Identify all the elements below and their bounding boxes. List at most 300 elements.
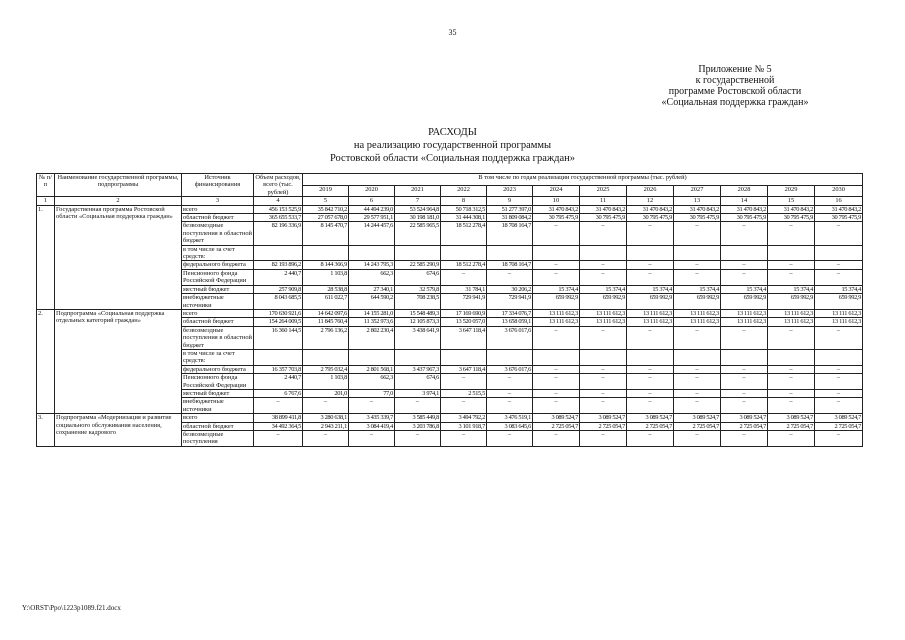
total-value: – bbox=[254, 431, 303, 447]
year-value bbox=[815, 245, 863, 261]
year-value: – bbox=[533, 365, 580, 373]
year-value: 27 340,1 bbox=[349, 285, 395, 293]
year-value: 2 515,5 bbox=[441, 389, 487, 397]
funding-source: в том числе за счет средств: bbox=[182, 245, 254, 261]
program-name: Подпрограмма «Социальная поддержка отдельных категорий граждан» bbox=[55, 309, 182, 413]
year-value: – bbox=[721, 374, 768, 390]
program-name: Подпрограмма «Модернизация и развитие социального обслуживания населения, сохранение кадрового bbox=[55, 414, 182, 447]
funding-source: Пенсионного фонда Российской Федерации bbox=[182, 269, 254, 285]
year-value bbox=[533, 349, 580, 365]
year-value: – bbox=[627, 365, 674, 373]
year-value: 30 206,2 bbox=[487, 285, 533, 293]
year-value: – bbox=[349, 398, 395, 414]
year-value: 31 470 843,2 bbox=[533, 205, 580, 213]
year-value: 3 089 524,7 bbox=[768, 414, 815, 422]
year-value: 44 494 239,0 bbox=[349, 205, 395, 213]
year-value: 13 111 612,3 bbox=[580, 318, 627, 326]
total-value: 456 153 525,9 bbox=[254, 205, 303, 213]
year-value: – bbox=[533, 431, 580, 447]
total-value bbox=[254, 349, 303, 365]
year-value: – bbox=[627, 389, 674, 397]
year-value: 13 111 612,3 bbox=[721, 318, 768, 326]
year-value: – bbox=[627, 374, 674, 390]
year-value bbox=[627, 245, 674, 261]
year-value bbox=[674, 349, 721, 365]
table-row bbox=[37, 205, 863, 213]
year-value: 31 470 843,2 bbox=[674, 205, 721, 213]
year-value bbox=[815, 349, 863, 365]
year-value: 29 577 951,1 bbox=[349, 214, 395, 222]
year-value: – bbox=[627, 431, 674, 447]
title-line: на реализацию государственной программы bbox=[353, 140, 552, 151]
year-value bbox=[721, 349, 768, 365]
year-value bbox=[627, 349, 674, 365]
year-value: – bbox=[533, 261, 580, 269]
year-value: – bbox=[815, 374, 863, 390]
year-value: 31 809 084,2 bbox=[487, 214, 533, 222]
year-value: 30 795 475,9 bbox=[627, 214, 674, 222]
year-value: 659 992,9 bbox=[627, 294, 674, 310]
year-value: 30 795 475,9 bbox=[533, 214, 580, 222]
year-value: – bbox=[627, 326, 674, 349]
year-value: 13 111 612,3 bbox=[627, 309, 674, 317]
year-value: 31 784,1 bbox=[441, 285, 487, 293]
col-header-years-group: В том числе по годам реализации государственной программы (тыс. рублей) bbox=[303, 174, 863, 186]
year-value: 2 725 054,7 bbox=[815, 422, 863, 430]
year-value: 31 444 308,1 bbox=[441, 214, 487, 222]
year-value: 18 708 164,7 bbox=[487, 222, 533, 245]
year-value bbox=[721, 245, 768, 261]
column-number: 8 bbox=[441, 197, 487, 205]
year-value: – bbox=[768, 326, 815, 349]
year-value: – bbox=[674, 326, 721, 349]
year-value: – bbox=[815, 261, 863, 269]
year-value: – bbox=[487, 374, 533, 390]
year-value: 13 520 057,0 bbox=[441, 318, 487, 326]
year-value: 3 585 449,8 bbox=[395, 414, 441, 422]
year-value: – bbox=[441, 374, 487, 390]
year-value: 2 725 054,7 bbox=[721, 422, 768, 430]
year-value: 2 795 032,4 bbox=[303, 365, 349, 373]
year-value: 13 111 612,3 bbox=[721, 309, 768, 317]
year-value: – bbox=[441, 398, 487, 414]
year-value: 3 435 339,7 bbox=[349, 414, 395, 422]
table-row bbox=[37, 309, 863, 317]
funding-source: всего bbox=[182, 309, 254, 317]
column-number: 14 bbox=[721, 197, 768, 205]
year-value: 2 725 054,7 bbox=[533, 422, 580, 430]
column-number: 12 bbox=[627, 197, 674, 205]
year-value: – bbox=[487, 431, 533, 447]
year-value: – bbox=[674, 269, 721, 285]
year-value bbox=[768, 349, 815, 365]
year-value: 13 111 612,3 bbox=[533, 318, 580, 326]
year-value: 2 796 136,2 bbox=[303, 326, 349, 349]
column-number: 11 bbox=[580, 197, 627, 205]
year-value: – bbox=[721, 326, 768, 349]
col-header-no: № п/п bbox=[37, 174, 55, 197]
year-value bbox=[580, 349, 627, 365]
expenses-table bbox=[36, 173, 863, 447]
column-number: 2 bbox=[55, 197, 182, 205]
year-value: – bbox=[580, 222, 627, 245]
total-value: 170 630 921,6 bbox=[254, 309, 303, 317]
year-value: – bbox=[487, 398, 533, 414]
year-value: – bbox=[487, 269, 533, 285]
year-value: 35 842 710,2 bbox=[303, 205, 349, 213]
year-value: 31 470 843,2 bbox=[815, 205, 863, 213]
year-value: 3 676 017,6 bbox=[487, 365, 533, 373]
header-row bbox=[37, 174, 863, 186]
year-value: 13 658 059,1 bbox=[487, 318, 533, 326]
year-value: 15 374,4 bbox=[627, 285, 674, 293]
year-value: 3 084 419,4 bbox=[349, 422, 395, 430]
program-number: 1. bbox=[37, 205, 55, 309]
year-value bbox=[487, 245, 533, 261]
year-value: – bbox=[580, 261, 627, 269]
year-value: – bbox=[768, 431, 815, 447]
year-value: – bbox=[580, 398, 627, 414]
year-value: – bbox=[721, 222, 768, 245]
year-value: – bbox=[815, 365, 863, 373]
year-value: 2 943 211,1 bbox=[303, 422, 349, 430]
year-value: 2 725 054,7 bbox=[580, 422, 627, 430]
year-value: 15 374,4 bbox=[721, 285, 768, 293]
year-value: 3 083 645,6 bbox=[487, 422, 533, 430]
year-value: – bbox=[349, 431, 395, 447]
year-header-2029: 2029 bbox=[768, 185, 815, 197]
year-value bbox=[303, 245, 349, 261]
year-value: – bbox=[768, 398, 815, 414]
year-value: 51 277 397,0 bbox=[487, 205, 533, 213]
year-value: – bbox=[580, 326, 627, 349]
year-value: 3 203 786,8 bbox=[395, 422, 441, 430]
year-value: 15 374,4 bbox=[580, 285, 627, 293]
year-value: – bbox=[721, 365, 768, 373]
year-value: 11 845 760,4 bbox=[303, 318, 349, 326]
year-value: – bbox=[721, 389, 768, 397]
funding-source: областной бюджет bbox=[182, 422, 254, 430]
year-header-2022: 2022 bbox=[441, 185, 487, 197]
year-value: 674,6 bbox=[395, 269, 441, 285]
year-value: – bbox=[674, 261, 721, 269]
year-header-2021: 2021 bbox=[395, 185, 441, 197]
year-value: 2 801 568,1 bbox=[349, 365, 395, 373]
total-value: 82 196 336,9 bbox=[254, 222, 303, 245]
year-value: 3 647 118,4 bbox=[441, 326, 487, 349]
year-value: 8 144 366,9 bbox=[303, 261, 349, 269]
year-value: 644 590,2 bbox=[349, 294, 395, 310]
year-value: 13 111 612,3 bbox=[674, 318, 721, 326]
year-value: – bbox=[674, 431, 721, 447]
column-number: 5 bbox=[303, 197, 349, 205]
funding-source: безвозмездные поступления в областной бюджет bbox=[183, 222, 252, 245]
total-value: 8 043 685,5 bbox=[254, 294, 303, 310]
year-value: 3 280 638,1 bbox=[303, 414, 349, 422]
column-number: 10 bbox=[533, 197, 580, 205]
year-value bbox=[303, 349, 349, 365]
year-value: 31 470 843,2 bbox=[768, 205, 815, 213]
year-value: – bbox=[487, 389, 533, 397]
year-value: 2 725 054,7 bbox=[768, 422, 815, 430]
year-value: 12 105 873,3 bbox=[395, 318, 441, 326]
year-value: – bbox=[768, 365, 815, 373]
year-value: 53 524 964,8 bbox=[395, 205, 441, 213]
total-value: 38 899 411,8 bbox=[254, 414, 303, 422]
total-value: – bbox=[254, 398, 303, 414]
year-value: 659 992,9 bbox=[580, 294, 627, 310]
year-value: – bbox=[533, 269, 580, 285]
funding-source: местный бюджет bbox=[182, 389, 254, 397]
year-value: 13 111 612,3 bbox=[580, 309, 627, 317]
year-value: – bbox=[580, 374, 627, 390]
year-value: 18 708 164,7 bbox=[487, 261, 533, 269]
year-value: 14 642 097,6 bbox=[303, 309, 349, 317]
funding-source: всего bbox=[182, 205, 254, 213]
year-value: – bbox=[721, 398, 768, 414]
year-value: 22 585 965,5 bbox=[395, 222, 441, 245]
year-value: – bbox=[815, 431, 863, 447]
year-value bbox=[487, 349, 533, 365]
year-value: 3 089 524,7 bbox=[580, 414, 627, 422]
year-value: – bbox=[533, 398, 580, 414]
total-value bbox=[254, 245, 303, 261]
year-value: 3 101 918,7 bbox=[441, 422, 487, 430]
year-value: 3 089 524,7 bbox=[533, 414, 580, 422]
total-value: 16 360 144,5 bbox=[254, 326, 303, 349]
year-value: 13 111 612,3 bbox=[627, 318, 674, 326]
year-value: – bbox=[533, 389, 580, 397]
year-header-2023: 2023 bbox=[487, 185, 533, 197]
year-value: – bbox=[580, 389, 627, 397]
year-value: – bbox=[768, 261, 815, 269]
year-header-2027: 2027 bbox=[674, 185, 721, 197]
year-value: 18 512 278,4 bbox=[441, 261, 487, 269]
year-value: 27 057 678,0 bbox=[303, 214, 349, 222]
year-value: 13 111 612,3 bbox=[674, 309, 721, 317]
appendix-line: Приложение № 5 bbox=[698, 64, 772, 75]
year-value: 30 795 475,9 bbox=[768, 214, 815, 222]
year-value: – bbox=[674, 398, 721, 414]
year-value: 659 992,9 bbox=[674, 294, 721, 310]
funding-source: безвозмездные поступления в областной бюджет bbox=[183, 326, 252, 349]
total-value: 365 655 533,7 bbox=[254, 214, 303, 222]
funding-source: местный бюджет bbox=[182, 285, 254, 293]
document-title bbox=[0, 126, 905, 165]
year-value: 22 585 290,9 bbox=[395, 261, 441, 269]
column-number: 4 bbox=[254, 197, 303, 205]
column-number: 7 bbox=[395, 197, 441, 205]
title-line: Ростовской области «Социальная поддержка граждан» bbox=[329, 153, 576, 164]
col-header-total: Объем расходов, всего (тыс. рублей) bbox=[255, 174, 301, 196]
year-header-2020: 2020 bbox=[349, 185, 395, 197]
year-header-2026: 2026 bbox=[627, 185, 674, 197]
year-value bbox=[395, 349, 441, 365]
year-value: – bbox=[721, 269, 768, 285]
year-value: 1 103,8 bbox=[303, 269, 349, 285]
year-header-2024: 2024 bbox=[533, 185, 580, 197]
year-value: – bbox=[580, 431, 627, 447]
year-value: 31 470 843,2 bbox=[580, 205, 627, 213]
year-value: 674,6 bbox=[395, 374, 441, 390]
total-value: 154 264 009,5 bbox=[254, 318, 303, 326]
year-value: 3 089 524,7 bbox=[627, 414, 674, 422]
column-number: 15 bbox=[768, 197, 815, 205]
year-value: – bbox=[768, 389, 815, 397]
year-value: 15 548 489,3 bbox=[395, 309, 441, 317]
total-value: 2 440,7 bbox=[254, 374, 303, 390]
appendix-line: программе Ростовской области bbox=[668, 86, 802, 97]
year-header-2028: 2028 bbox=[721, 185, 768, 197]
year-value: 30 795 475,9 bbox=[721, 214, 768, 222]
funding-source: областной бюджет bbox=[182, 318, 254, 326]
year-value: – bbox=[721, 261, 768, 269]
year-value: 14 243 795,3 bbox=[349, 261, 395, 269]
program-number: 2. bbox=[37, 309, 55, 413]
funding-source: федерального бюджета bbox=[182, 365, 254, 373]
year-value bbox=[768, 245, 815, 261]
year-value: 3 647 118,4 bbox=[441, 365, 487, 373]
year-value: 13 111 612,3 bbox=[815, 309, 863, 317]
program-number: 3. bbox=[37, 414, 55, 447]
funding-source: всего bbox=[182, 414, 254, 422]
year-value: – bbox=[627, 261, 674, 269]
year-value: – bbox=[441, 269, 487, 285]
year-value: – bbox=[674, 365, 721, 373]
year-value bbox=[441, 245, 487, 261]
column-number-row bbox=[37, 197, 863, 205]
year-value: 708 238,5 bbox=[395, 294, 441, 310]
year-value: – bbox=[395, 398, 441, 414]
year-value: 15 374,4 bbox=[674, 285, 721, 293]
year-value: 662,3 bbox=[349, 374, 395, 390]
year-value: – bbox=[815, 326, 863, 349]
title-line: РАСХОДЫ bbox=[428, 127, 477, 138]
year-value: – bbox=[533, 222, 580, 245]
column-number: 1 bbox=[37, 197, 55, 205]
year-value: 15 374,4 bbox=[768, 285, 815, 293]
year-header-2025: 2025 bbox=[580, 185, 627, 197]
year-value: – bbox=[721, 431, 768, 447]
year-value: 3 089 524,7 bbox=[674, 414, 721, 422]
year-value: – bbox=[815, 269, 863, 285]
year-value: 8 145 470,7 bbox=[303, 222, 349, 245]
year-value: 201,0 bbox=[303, 389, 349, 397]
year-value: 30 795 475,9 bbox=[580, 214, 627, 222]
year-value: 3 974,1 bbox=[395, 389, 441, 397]
year-value: 2 802 230,4 bbox=[349, 326, 395, 349]
year-value: 14 155 281,0 bbox=[349, 309, 395, 317]
page-number: 35 bbox=[448, 28, 457, 37]
total-value: 257 909,8 bbox=[254, 285, 303, 293]
year-value: – bbox=[768, 269, 815, 285]
year-value: 3 089 524,7 bbox=[721, 414, 768, 422]
total-value: 34 492 364,5 bbox=[254, 422, 303, 430]
total-value: 82 193 896,2 bbox=[254, 261, 303, 269]
year-value: 18 512 278,4 bbox=[441, 222, 487, 245]
year-value: 3 494 792,2 bbox=[441, 414, 487, 422]
year-value: 15 374,4 bbox=[533, 285, 580, 293]
year-value bbox=[533, 245, 580, 261]
year-value: 659 992,9 bbox=[533, 294, 580, 310]
year-value: – bbox=[815, 222, 863, 245]
year-value: – bbox=[627, 269, 674, 285]
funding-source: внебюджетные источники bbox=[182, 294, 254, 310]
column-number: 3 bbox=[182, 197, 254, 205]
year-value: 13 111 612,3 bbox=[815, 318, 863, 326]
year-value: 14 244 457,6 bbox=[349, 222, 395, 245]
year-value: 31 470 843,2 bbox=[721, 205, 768, 213]
year-value: 2 725 054,7 bbox=[627, 422, 674, 430]
year-value bbox=[674, 245, 721, 261]
appendix-line: «Социальная поддержка граждан» bbox=[661, 97, 809, 108]
table-row bbox=[37, 414, 863, 422]
year-value: – bbox=[815, 398, 863, 414]
file-path-footer: Y:\ORST\Ppo\1223p1089.f21.docx bbox=[22, 604, 121, 612]
year-value: 3 438 641,9 bbox=[395, 326, 441, 349]
funding-source: областной бюджет bbox=[182, 214, 254, 222]
year-value: 659 992,9 bbox=[768, 294, 815, 310]
column-number: 9 bbox=[487, 197, 533, 205]
year-value: 3 089 524,7 bbox=[815, 414, 863, 422]
year-value: 13 111 612,3 bbox=[768, 318, 815, 326]
funding-source: в том числе за счет средств: bbox=[182, 349, 254, 365]
year-value: 3 676 017,6 bbox=[487, 326, 533, 349]
year-value: 611 022,7 bbox=[303, 294, 349, 310]
funding-source: безвозмездные поступления bbox=[182, 431, 254, 447]
year-value: – bbox=[580, 365, 627, 373]
year-value: 729 941,9 bbox=[441, 294, 487, 310]
year-value: – bbox=[674, 389, 721, 397]
year-value bbox=[395, 245, 441, 261]
year-value: – bbox=[303, 431, 349, 447]
year-value: – bbox=[533, 326, 580, 349]
total-value: 6 767,6 bbox=[254, 389, 303, 397]
year-value: – bbox=[674, 374, 721, 390]
year-value: – bbox=[303, 398, 349, 414]
year-header-2019: 2019 bbox=[303, 185, 349, 197]
year-value: – bbox=[768, 374, 815, 390]
year-value: 15 374,4 bbox=[815, 285, 863, 293]
col-header-name: Наименование государственной программы, подпрограммы bbox=[55, 174, 182, 197]
year-value bbox=[349, 245, 395, 261]
funding-source: внебюджетные источники bbox=[182, 398, 254, 414]
year-value: – bbox=[441, 431, 487, 447]
year-value: 2 725 054,7 bbox=[674, 422, 721, 430]
column-number: 6 bbox=[349, 197, 395, 205]
program-name: Государственная программа Ростовской области «Социальная поддержка граждан» bbox=[55, 205, 182, 309]
funding-source: федерального бюджета bbox=[182, 261, 254, 269]
year-value: 30 198 181,0 bbox=[395, 214, 441, 222]
year-header-2030: 2030 bbox=[815, 185, 863, 197]
year-value: 659 992,9 bbox=[815, 294, 863, 310]
col-header-source: Источник финансирования bbox=[182, 174, 254, 197]
year-value: – bbox=[815, 389, 863, 397]
total-value: 2 440,7 bbox=[254, 269, 303, 285]
year-value: 30 795 475,9 bbox=[815, 214, 863, 222]
column-number: 16 bbox=[815, 197, 863, 205]
year-value: – bbox=[627, 222, 674, 245]
column-number: 13 bbox=[674, 197, 721, 205]
year-value: 11 352 973,6 bbox=[349, 318, 395, 326]
funding-source: Пенсионного фонда Российской Федерации bbox=[182, 374, 254, 390]
year-value bbox=[441, 349, 487, 365]
year-value: – bbox=[533, 374, 580, 390]
year-value: 13 111 612,3 bbox=[768, 309, 815, 317]
year-value: – bbox=[674, 222, 721, 245]
year-value bbox=[580, 245, 627, 261]
year-value: – bbox=[627, 398, 674, 414]
